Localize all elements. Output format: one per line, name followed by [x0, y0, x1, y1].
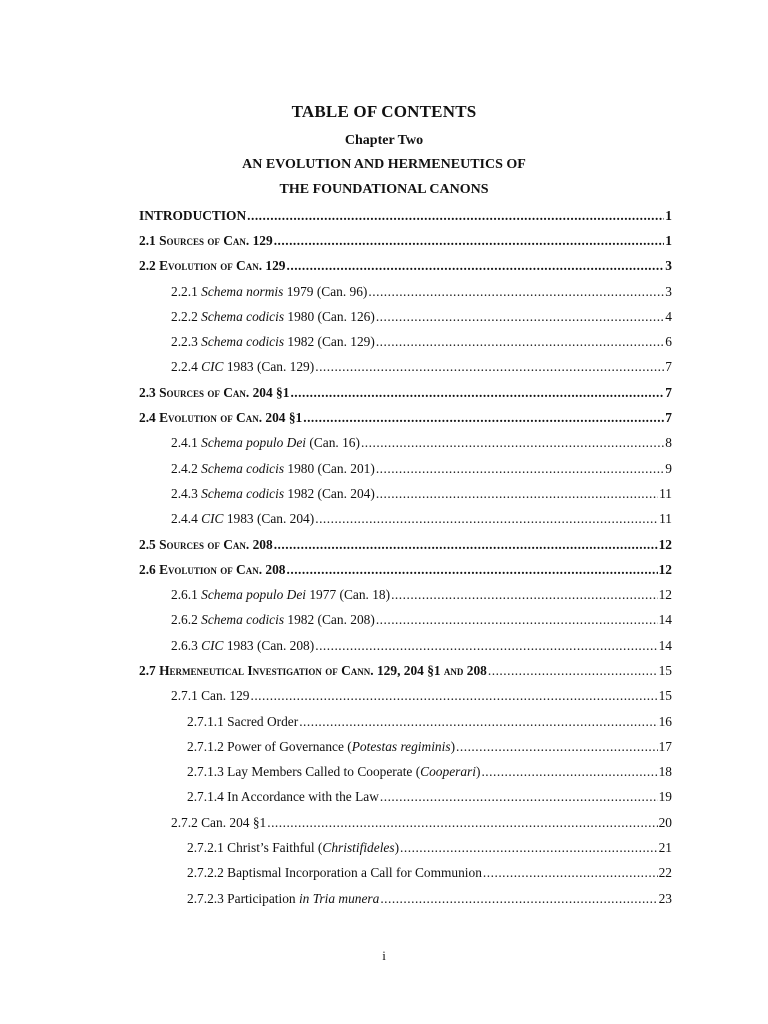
toc-entry[interactable] — [0, 203, 672, 228]
toc-leader-dots — [274, 537, 658, 553]
toc-entry-title-part: 2.4.4 — [171, 511, 202, 527]
toc-entry-title — [171, 334, 375, 350]
toc-entry-title-part: 2.6.1 — [171, 587, 202, 603]
toc-entry-title-part: 2.3 Sources of Can. 204 §1 — [139, 384, 290, 400]
toc-entry-page-number: 20 — [658, 814, 672, 830]
toc-leader-dots — [376, 486, 658, 502]
toc-entry-title-part: 2.7.2.1 Christ’s Faithful ( — [187, 840, 323, 856]
toc-leader-dots — [400, 840, 658, 856]
toc-entry-title — [171, 587, 390, 603]
toc-entry-title-part: 2.4.3 — [171, 485, 202, 501]
toc-entry-title — [187, 840, 399, 856]
toc-leader-dots — [267, 815, 657, 831]
toc-leader-dots — [247, 208, 664, 224]
toc-entry-page-number: 12 — [658, 587, 672, 603]
toc-entry-page-number: 6 — [665, 334, 672, 350]
toc-entry-title — [187, 739, 455, 755]
toc-entry-title — [171, 284, 367, 300]
toc-entry-page-number: 1 — [665, 207, 672, 223]
toc-leader-dots — [287, 258, 665, 274]
toc-entry-title-part: 1980 (Can. 126) — [284, 308, 375, 324]
toc-entry[interactable] — [0, 835, 672, 860]
toc-entry-title-part: 2.2.4 — [171, 359, 202, 375]
toc-entry[interactable] — [0, 456, 672, 481]
toc-entry-title-part: 2.7.1 Can. 129 — [171, 688, 250, 704]
toc-entry-title-part: 2.1 Sources of Can. 129 — [139, 232, 273, 248]
toc-entry-title-part: 2.7.1.2 Power of Governance ( — [187, 738, 352, 754]
toc-leader-dots — [299, 714, 657, 730]
toc-leader-dots — [361, 435, 664, 451]
toc-entry-title — [171, 461, 375, 477]
toc-entry-title-part: 1982 (Can. 204) — [284, 485, 375, 501]
toc-entry-title-part: 2.4.1 — [171, 435, 202, 451]
toc-entry-title-part: 1983 (Can. 204) — [223, 511, 315, 527]
toc-leader-dots — [380, 891, 657, 907]
toc-entry[interactable] — [0, 633, 672, 658]
toc-entry-title-part: 1979 (Can. 96) — [283, 283, 368, 299]
toc-entry-title-part: Schema populo Dei — [201, 435, 307, 451]
chapter-label: Chapter Two — [344, 133, 424, 148]
toc-entry-title — [171, 359, 314, 375]
toc-entry-title-part: ) — [450, 738, 456, 754]
toc-entry[interactable] — [0, 481, 672, 506]
toc-entry-title — [187, 789, 379, 805]
toc-leader-dots — [274, 233, 665, 249]
toc-entry[interactable] — [0, 380, 672, 405]
toc-entry-title — [171, 638, 314, 654]
toc-leader-dots — [315, 359, 664, 375]
toc-leader-dots — [250, 688, 657, 704]
toc-leader-dots — [303, 410, 664, 426]
toc-entry-title-part: CIC — [201, 511, 224, 527]
toc-entry-title — [171, 309, 375, 325]
toc-entry-title-part: 2.7.1.1 Sacred Order — [187, 713, 299, 729]
toc-entry-title-part: 2.4 Evolution of Can. 204 §1 — [139, 410, 303, 426]
toc-entry-title-part: 2.6.2 — [171, 612, 202, 628]
toc-entry-title — [139, 208, 246, 224]
toc-entry-title — [139, 385, 289, 401]
toc-entry-page-number: 12 — [658, 536, 672, 552]
toc-entry[interactable] — [0, 608, 672, 633]
toc-entry-title — [171, 688, 249, 704]
toc-entry-title-part: 2.2.2 — [171, 308, 202, 324]
toc-entry[interactable] — [0, 709, 672, 734]
toc-entry-title-part: ) — [394, 840, 400, 856]
toc-entry[interactable] — [0, 254, 672, 279]
toc-entry-title-part: CIC — [201, 637, 224, 653]
toc-entry[interactable] — [0, 228, 672, 253]
toc-leader-dots — [376, 334, 664, 350]
toc-leader-dots — [380, 789, 658, 805]
toc-entry-title — [187, 891, 379, 907]
toc-leader-dots — [488, 663, 658, 679]
toc-entry-title-part: in Tria munera — [298, 890, 380, 906]
toc-entry-title-part: ) — [475, 764, 481, 780]
toc-entry[interactable] — [0, 658, 672, 683]
toc-entry-page-number: 12 — [658, 561, 672, 577]
toc-entry[interactable] — [0, 304, 672, 329]
toc-entry-title-part: 1982 (Can. 129) — [284, 334, 375, 350]
toc-entry-title-part: 2.7.2.2 Baptismal Incorporation a Call for Communion — [187, 865, 482, 881]
toc-entry-title-part: 2.7.1.3 Lay Members Called to Cooperate ( — [187, 764, 421, 780]
toc-entry[interactable] — [0, 557, 672, 582]
toc-leader-dots — [456, 739, 658, 755]
toc-entry-title — [171, 435, 360, 451]
toc-entry-title-part: 2.7.1.4 In Accordance with the Law — [187, 789, 379, 805]
toc-entry-page-number: 14 — [658, 637, 672, 653]
toc-entry[interactable] — [0, 861, 672, 886]
toc-entry[interactable] — [0, 886, 672, 911]
chapter-title-line-1: AN EVOLUTION AND HERMENEUTICS OF — [242, 157, 526, 172]
toc-entry-title — [139, 258, 286, 274]
toc-entry-title-part: 2.2.3 — [171, 334, 202, 350]
toc-entry-title — [171, 815, 266, 831]
toc-entry-title — [139, 562, 286, 578]
toc-entry-title-part: 1977 (Can. 18) — [306, 587, 391, 603]
toc-entry-title-part: 2.5 Sources of Can. 208 — [139, 536, 273, 552]
toc-entry-title-part: CIC — [201, 359, 224, 375]
toc-leader-dots — [287, 562, 658, 578]
toc-entry[interactable] — [0, 431, 672, 456]
toc-entry-page-number: 11 — [659, 485, 672, 501]
toc-leader-dots — [315, 511, 658, 527]
toc-entry-title-part: Cooperari — [420, 764, 476, 780]
toc-leader-dots — [315, 638, 657, 654]
chapter-title-line-2: THE FOUNDATIONAL CANONS — [279, 182, 489, 197]
toc-entry-page-number: 21 — [658, 840, 672, 856]
toc-leader-dots — [290, 385, 664, 401]
toc-entry-page-number: 4 — [665, 308, 672, 324]
toc-entry[interactable] — [0, 507, 672, 532]
toc-entry-page-number: 9 — [665, 460, 672, 476]
toc-entry-title — [187, 714, 298, 730]
toc-entry-page-number: 1 — [665, 232, 672, 248]
toc-entry-title-part: Christifideles — [322, 840, 395, 856]
toc-entry-page-number: 19 — [658, 789, 672, 805]
toc-entry[interactable] — [0, 785, 672, 810]
toc-entry-page-number: 8 — [665, 435, 672, 451]
toc-entry-page-number: 11 — [659, 511, 672, 527]
toc-entry-title-part: 1983 (Can. 129) — [223, 359, 315, 375]
toc-entry-page-number: 3 — [665, 283, 672, 299]
toc-entry-title-part: Schema codicis — [201, 485, 285, 501]
toc-entry-title-part: 1980 (Can. 201) — [284, 460, 375, 476]
toc-entry-page-number: 18 — [658, 764, 672, 780]
toc-entry-title-part: 2.4.2 — [171, 460, 202, 476]
toc-entry-title-part: Schema codicis — [201, 334, 285, 350]
toc-entry-title — [139, 233, 273, 249]
toc-leader-dots — [481, 764, 657, 780]
toc-entry-title — [139, 410, 302, 426]
toc-entry-title — [171, 612, 375, 628]
toc-entry[interactable] — [0, 532, 672, 557]
toc-entry-title-part: 2.2 Evolution of Can. 129 — [139, 258, 286, 274]
toc-leader-dots — [376, 309, 664, 325]
toc-entry[interactable] — [0, 810, 672, 835]
toc-entry[interactable] — [0, 684, 672, 709]
toc-entry[interactable] — [0, 279, 672, 304]
toc-leader-dots — [368, 284, 664, 300]
toc-entry-page-number: 17 — [658, 738, 672, 754]
toc-entry-title — [171, 511, 314, 527]
toc-entry-page-number: 15 — [658, 662, 672, 678]
toc-entry[interactable] — [0, 355, 672, 380]
toc-entry[interactable] — [0, 734, 672, 759]
toc-entry-title — [139, 537, 273, 553]
toc-entry[interactable] — [0, 405, 672, 430]
toc-entry[interactable] — [0, 582, 672, 607]
toc-entry-title-part: Schema normis — [201, 283, 284, 299]
toc-leader-dots — [376, 612, 658, 628]
toc-entry[interactable] — [0, 329, 672, 354]
toc-leader-dots — [376, 461, 664, 477]
toc-entry-title — [171, 486, 375, 502]
toc-entry-title — [139, 663, 487, 679]
toc-entry-title — [187, 764, 480, 780]
toc-entry-title-part: Schema populo Dei — [201, 587, 307, 603]
toc-entry-title-part: 1982 (Can. 208) — [284, 612, 375, 628]
toc-entry-page-number: 7 — [665, 410, 672, 426]
toc-entry[interactable] — [0, 760, 672, 785]
toc-entry-title-part: 2.2.1 — [171, 283, 202, 299]
toc-entry-title — [187, 865, 482, 881]
toc-entry-title-part: (Can. 16) — [306, 435, 360, 451]
toc-entry-page-number: 16 — [658, 713, 672, 729]
toc-leader-dots — [391, 587, 658, 603]
toc-entry-page-number: 7 — [665, 384, 672, 400]
toc-entry-title-part: Schema codicis — [201, 612, 285, 628]
toc-entry-title-part: 2.6 Evolution of Can. 208 — [139, 561, 286, 577]
toc-list — [0, 203, 768, 911]
toc-entry-page-number: 23 — [658, 890, 672, 906]
toc-entry-page-number: 22 — [658, 865, 672, 881]
toc-entry-page-number: 15 — [658, 688, 672, 704]
toc-entry-title-part: INTRODUCTION — [139, 207, 247, 223]
toc-title: TABLE OF CONTENTS — [291, 102, 477, 121]
toc-entry-title-part: Schema codicis — [201, 308, 285, 324]
toc-entry-page-number: 7 — [665, 359, 672, 375]
toc-entry-page-number: 3 — [665, 258, 672, 274]
toc-entry-title-part: Schema codicis — [201, 460, 285, 476]
toc-entry-page-number: 14 — [658, 612, 672, 628]
toc-entry-title-part: 2.7 Hermeneutical Investigation of Cann. 129, 204 §1 and 208 — [139, 662, 487, 678]
page-number: i — [382, 948, 386, 963]
toc-entry-title-part: 2.7.2 Can. 204 §1 — [171, 814, 267, 830]
toc-leader-dots — [483, 865, 658, 881]
toc-entry-title-part: 1983 (Can. 208) — [223, 637, 315, 653]
toc-entry-title-part: 2.7.2.3 Participation — [187, 890, 299, 906]
toc-entry-title-part: 2.6.3 — [171, 637, 202, 653]
toc-entry-title-part: Potestas regiminis — [351, 738, 451, 754]
